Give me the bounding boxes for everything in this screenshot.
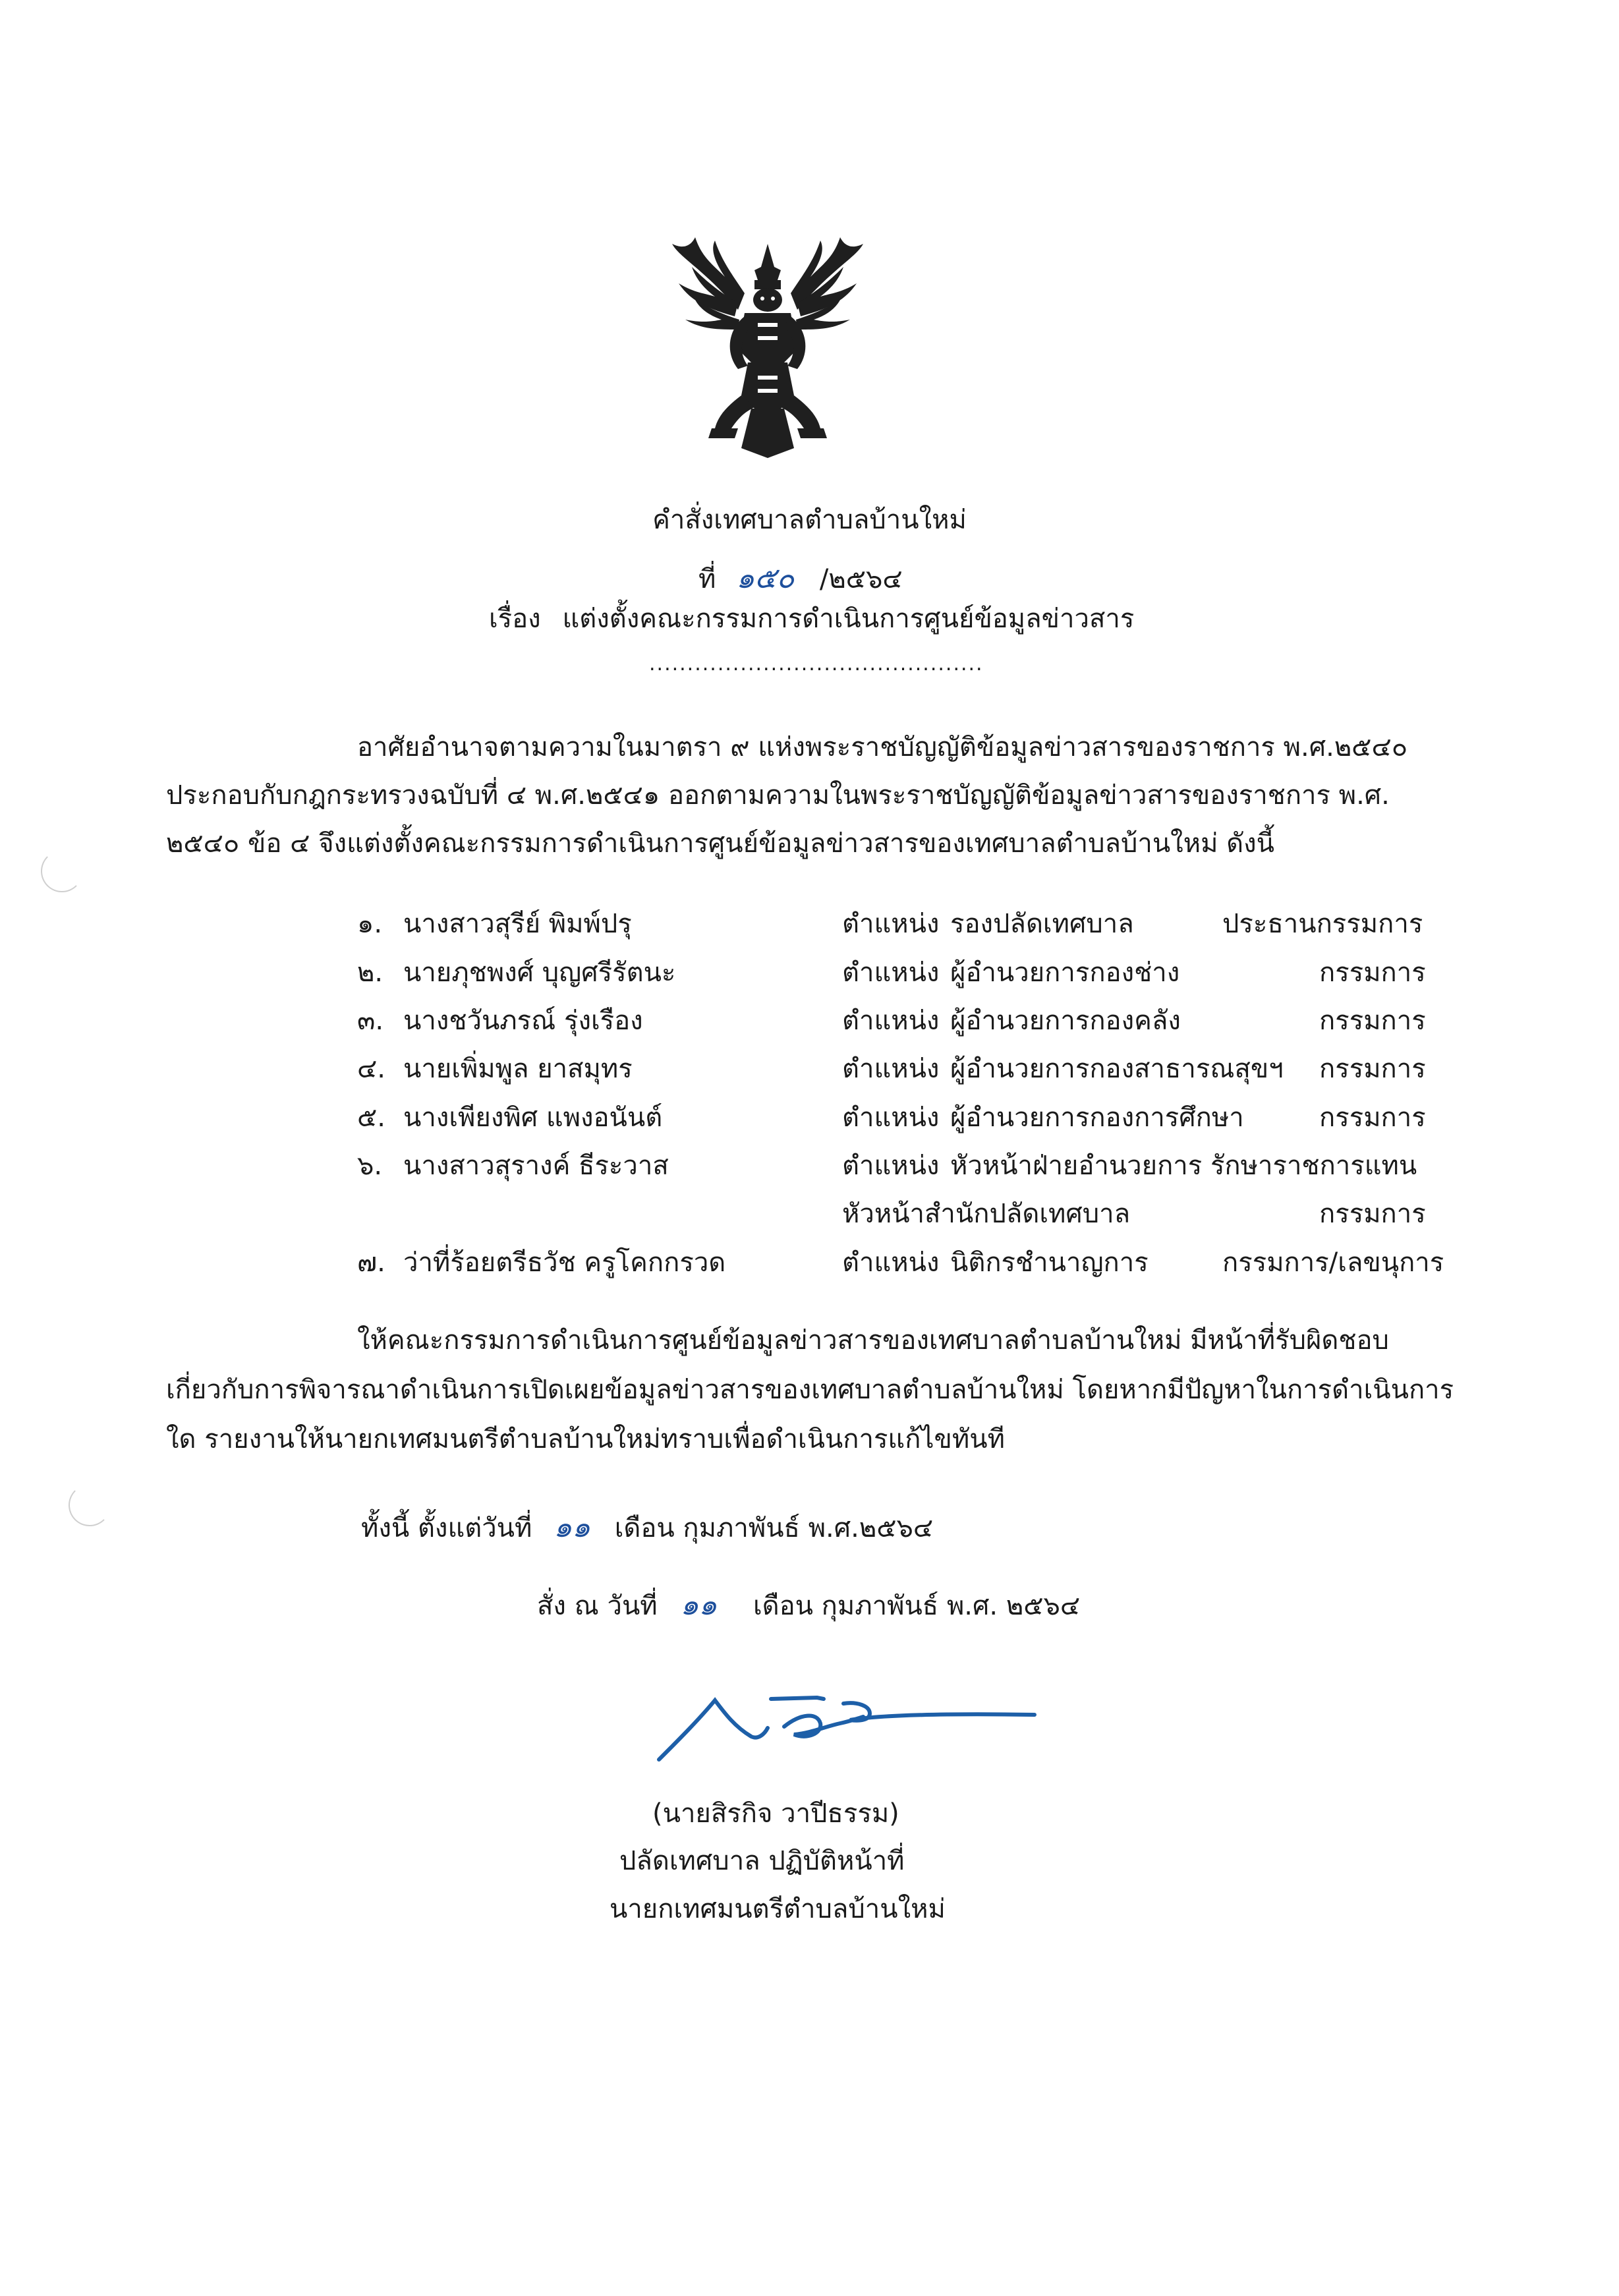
member-position-label: ตำแหน่ง (842, 1151, 940, 1181)
member-name: นายภุชพงศ์ บุญศรีรัตนะ (403, 958, 676, 988)
member-number: ๒. (357, 958, 383, 988)
member-position: รองปลัดเทศบาล (950, 909, 1134, 939)
duty-line-2: เกี่ยวกับการพิจารณาดำเนินการเปิดเผยข้อมูลข่าวสารของเทศบาลตำบลบ้านใหม่ โดยหากมีปัญหาในการดำเนินการ (166, 1375, 1454, 1405)
member-name: นางชวันภรณ์ รุ่งเรือง (403, 1006, 643, 1036)
member-position-label: ตำแหน่ง (842, 1248, 940, 1278)
order-title: คำสั่งเทศบาลตำบลบ้านใหม่ (652, 505, 967, 535)
signatory-title-1: ปลัดเทศบาล ปฏิบัติหน้าที่ (619, 1846, 905, 1876)
signatory-title-2: นายกเทศมนตรีตำบลบ้านใหม่ (610, 1894, 946, 1924)
member-position: หัวหน้าฝ่ายอำนวยการ รักษาราชการแทน (950, 1151, 1417, 1181)
member-number: ๕. (357, 1103, 385, 1133)
subject-line (489, 603, 1134, 635)
member-position-label: ตำแหน่ง (842, 909, 940, 939)
member-row-continuation (0, 1198, 1619, 1238)
duty-line-1: ให้คณะกรรมการดำเนินการศูนย์ข้อมูลข่าวสารของเทศบาลตำบลบ้านใหม่ มีหน้าที่รับผิดชอบ (357, 1325, 1389, 1356)
member-number: ๓. (357, 1006, 384, 1036)
member-position-label: ตำแหน่ง (842, 1103, 940, 1133)
member-role: กรรมการ (1319, 958, 1426, 988)
preamble-line-3: ๒๕๔๐ ข้อ ๔ จึงแต่งตั้งคณะกรรมการดำเนินการศูนย์ข้อมูลข่าวสารของเทศบาลตำบลบ้านใหม่ ดังนี้ (166, 828, 1275, 859)
handwritten-signature (652, 1687, 1048, 1773)
member-name: นางสาวสุรีย์ พิมพ์ปรุ (403, 909, 632, 939)
member-position: ผู้อำนวยการกองคลัง (950, 1006, 1181, 1036)
member-name: นางเพียงพิศ แพงอนันต์ (403, 1103, 663, 1133)
effective-date-line (361, 1510, 933, 1545)
order-number-suffix: /๒๕๖๔ (819, 564, 903, 594)
member-number: ๗. (357, 1248, 385, 1278)
effective-suffix: เดือน กุมภาพันธ์ พ.ศ.๒๕๖๔ (614, 1513, 934, 1543)
ordered-suffix: เดือน กุมภาพันธ์ พ.ศ. ๒๕๖๔ (753, 1591, 1081, 1621)
preamble-line-1: อาศัยอำนาจตามความในมาตรา ๙ แห่งพระราชบัญญัติข้อมูลข่าวสารของราชการ พ.ศ.๒๕๔๐ (357, 732, 1408, 762)
punch-hole-icon (69, 1484, 111, 1526)
preamble-line-2: ประกอบกับกฎกระทรวงฉบับที่ ๔ พ.ศ.๒๕๔๑ ออกตามความในพระราชบัญญัติข้อมูลข่าวสารของราชการ พ.ศ. (166, 780, 1390, 811)
member-position-label: ตำแหน่ง (842, 1006, 940, 1036)
member-position: หัวหน้าสำนักปลัดเทศบาล (842, 1199, 1131, 1229)
signatory-name: (นายสิรกิจ วาปีธรรม) (652, 1798, 899, 1829)
ordered-date-line (537, 1588, 1080, 1623)
member-row (0, 1247, 1619, 1286)
ordered-prefix: สั่ง ณ วันที่ (537, 1591, 658, 1621)
order-number-line (698, 561, 903, 596)
member-position: นิติกรชำนาญการ (950, 1248, 1149, 1278)
member-number: ๔. (357, 1054, 385, 1084)
member-role: กรรมการ (1319, 1006, 1426, 1036)
member-role: กรรมการ/เลขนุการ (1222, 1248, 1444, 1278)
member-row (0, 1005, 1619, 1045)
member-row (0, 1053, 1619, 1093)
member-role: กรรมการ (1319, 1199, 1426, 1229)
member-row (0, 908, 1619, 948)
member-row (0, 1102, 1619, 1141)
subject-text: แต่งตั้งคณะกรรมการดำเนินการศูนย์ข้อมูลข่าวสาร (562, 604, 1135, 634)
member-row (0, 1150, 1619, 1190)
member-position: ผู้อำนวยการกองช่าง (950, 958, 1180, 988)
member-role: ประธานกรรมการ (1222, 909, 1423, 939)
member-name: นางสาวสุรางค์ ธีระวาส (403, 1151, 669, 1181)
member-number: ๖. (357, 1151, 383, 1181)
member-name: ว่าที่ร้อยตรีธวัช ครูโคกกรวด (403, 1248, 726, 1278)
effective-day-handwritten: ๑๑ (554, 1510, 590, 1544)
member-role: กรรมการ (1319, 1103, 1426, 1133)
member-position-label: ตำแหน่ง (842, 958, 940, 988)
member-name: นายเพิ่มพูล ยาสมุทร (403, 1054, 633, 1084)
subject-label: เรื่อง (489, 604, 541, 634)
order-number-prefix: ที่ (698, 564, 716, 594)
member-position-label: ตำแหน่ง (842, 1054, 940, 1084)
ordered-day-handwritten: ๑๑ (680, 1588, 718, 1622)
member-row (0, 957, 1619, 996)
punch-hole-icon (41, 850, 83, 892)
member-role: กรรมการ (1319, 1054, 1426, 1084)
order-number-handwritten: ๑๕๐ (736, 561, 795, 595)
member-position: ผู้อำนวยการกองสาธารณสุขฯ (950, 1054, 1284, 1084)
separator-dots: ............................................ (649, 652, 984, 675)
duty-line-3: ใด รายงานให้นายกเทศมนตรีตำบลบ้านใหม่ทราบเพื่อดำเนินการแก้ไขทันที (166, 1424, 1005, 1454)
effective-prefix: ทั้งนี้ ตั้งแต่วันที่ (361, 1513, 532, 1543)
garuda-emblem-icon (666, 231, 870, 461)
member-number: ๑. (357, 909, 383, 939)
member-position: ผู้อำนวยการกองการศึกษา (950, 1103, 1244, 1133)
